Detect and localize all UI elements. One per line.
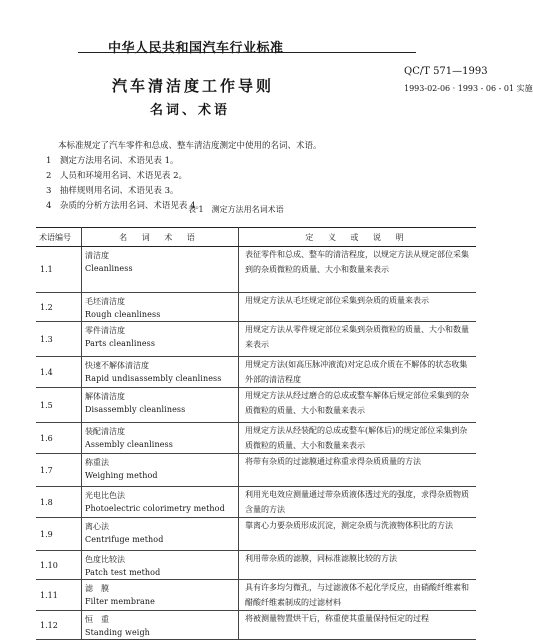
term-chinese: 色度比较法 <box>85 555 125 564</box>
intro-list-item: 3 抽样规则用名词、术语见表 3。 <box>46 186 179 196</box>
term-chinese: 毛坯清洁度 <box>85 297 125 306</box>
table-row <box>36 357 476 388</box>
term-english: Patch test method <box>85 568 161 577</box>
intro-list-item: 2 人员和环境用名词、术语见表 2。 <box>46 171 188 181</box>
document-subtitle: 名词、术语 <box>150 103 231 118</box>
term-english: Centrifuge method <box>85 535 164 544</box>
term-cell <box>82 487 239 518</box>
term-number: 1.6 <box>36 423 82 454</box>
intro-list-item: 1 测定方法用名词、术语见表 1。 <box>46 156 179 166</box>
term-chinese: 称重法 <box>85 458 109 467</box>
term-definition: 用规定方法从零件规定部位采集到杂质微粒的质量、大小和数量来表示 <box>239 322 477 357</box>
standard-code: QC/T 571—1993 <box>404 66 488 77</box>
term-definition: 利用带杂质的滤膜，同标准滤膜比较的方法 <box>239 551 477 580</box>
standard-date: 1993-02-06 · 1993 - 06 - 01 实施 <box>404 84 533 93</box>
term-cell <box>82 247 239 293</box>
term-chinese: 光电比色法 <box>85 491 125 500</box>
table-row <box>36 580 476 611</box>
term-english: Assembly cleanliness <box>85 440 173 449</box>
term-cell <box>82 322 239 357</box>
term-definition: 利用光电效应测量通过带杂质液体透过光的强度，求得杂质物质含量的方法 <box>239 487 477 518</box>
term-cell <box>82 551 239 580</box>
term-definition: 表征零件和总成、整车的清洁程度，以规定方法从规定部位采集到的杂质微粒的质量、大小和数量来表示 <box>239 247 477 293</box>
document-title: 汽车清洁度工作导则 <box>112 77 275 95</box>
term-english: Disassembly cleanliness <box>85 405 186 414</box>
term-english: Rough cleanliness <box>85 310 161 319</box>
term-chinese: 快速不解体清洁度 <box>85 361 149 370</box>
term-cell <box>82 454 239 487</box>
term-english: Parts cleanliness <box>85 339 156 348</box>
term-definition: 靠离心力要杂质形成沉淀，测定杂质与洗液物体积比的方法 <box>239 518 477 551</box>
table-row <box>36 322 476 357</box>
term-number: 1.5 <box>36 388 82 423</box>
terms-table <box>36 227 476 640</box>
term-chinese: 恒 重 <box>85 615 109 624</box>
term-number: 1.2 <box>36 293 82 322</box>
term-definition: 用规定方法从经过磨合的总成或整车解体后规定部位采集到的杂质微粒的质量、大小和数量来表示 <box>239 388 477 423</box>
term-number: 1.9 <box>36 518 82 551</box>
term-definition: 将带有杂质的过滤膜通过称重求得杂质质量的方法 <box>239 454 477 487</box>
term-chinese: 滤 膜 <box>85 584 109 593</box>
table-row <box>36 551 476 580</box>
term-english: Cleanliness <box>85 264 133 273</box>
term-cell <box>82 611 239 640</box>
term-cell <box>82 388 239 423</box>
term-chinese: 离心法 <box>85 522 109 531</box>
table-row <box>36 388 476 423</box>
standard-body-heading: 中华人民共和国汽车行业标准 <box>108 41 284 56</box>
intro-list-item: 4 杂质的分析方法用名词、术语见表 4。 <box>46 201 205 211</box>
term-cell <box>82 423 239 454</box>
term-definition: 将被测量物置烘干后，称重使其重量保持恒定的过程 <box>239 611 477 640</box>
header-rule <box>78 52 416 53</box>
table-row <box>36 293 476 322</box>
term-chinese: 零件清洁度 <box>85 326 125 335</box>
term-english: Rapid undisassembly cleanliness <box>85 374 222 383</box>
term-definition: 用规定方法从毛坯规定部位采集到杂质的质量来表示 <box>239 293 477 322</box>
term-chinese: 装配清洁度 <box>85 427 125 436</box>
term-number: 1.11 <box>36 580 82 611</box>
table-caption: 表 1 测定方法用名词术语 <box>188 205 284 214</box>
table-row <box>36 487 476 518</box>
table-body <box>36 247 476 640</box>
header-definition: 定 义 或 说 明 <box>239 228 477 247</box>
term-cell <box>82 357 239 388</box>
term-cell <box>82 518 239 551</box>
term-definition: 用规定方法从经装配的总成或整车(解体后)的规定部位采集到杂质微粒的质量、大小和数量来表示 <box>239 423 477 454</box>
term-number: 1.12 <box>36 611 82 640</box>
term-number: 1.8 <box>36 487 82 518</box>
term-chinese: 解体清洁度 <box>85 392 125 401</box>
term-chinese: 清洁度 <box>85 251 109 260</box>
term-english: Filter membrane <box>85 597 155 606</box>
term-english: Weighing method <box>85 471 158 480</box>
term-number: 1.3 <box>36 322 82 357</box>
table-row <box>36 454 476 487</box>
intro-paragraph: 本标准规定了汽车零件和总成、整车清洁度测定中使用的名词、术语。 <box>58 141 322 151</box>
table-row <box>36 611 476 640</box>
term-cell <box>82 580 239 611</box>
term-english: Standing weigh <box>85 628 150 637</box>
table-row <box>36 423 476 454</box>
term-definition: 具有许多均匀微孔，与过滤液体不起化学反应，由硝酸纤维素和醋酸纤维素制成的过滤材料 <box>239 580 477 611</box>
table-row <box>36 247 476 293</box>
term-number: 1.1 <box>36 247 82 293</box>
term-english: Photoelectric colorimetry method <box>85 504 225 513</box>
header-number: 术语编号 <box>36 228 82 247</box>
header-term: 名 词 术 语 <box>82 228 239 247</box>
term-number: 1.4 <box>36 357 82 388</box>
term-definition: 用规定方法(如高压脉冲液流)对定总成介质在不解体的状态收集外部的清洁程度 <box>239 357 477 388</box>
table-header-row <box>36 228 476 247</box>
term-number: 1.7 <box>36 454 82 487</box>
term-number: 1.10 <box>36 551 82 580</box>
term-cell <box>82 293 239 322</box>
table-row <box>36 518 476 551</box>
